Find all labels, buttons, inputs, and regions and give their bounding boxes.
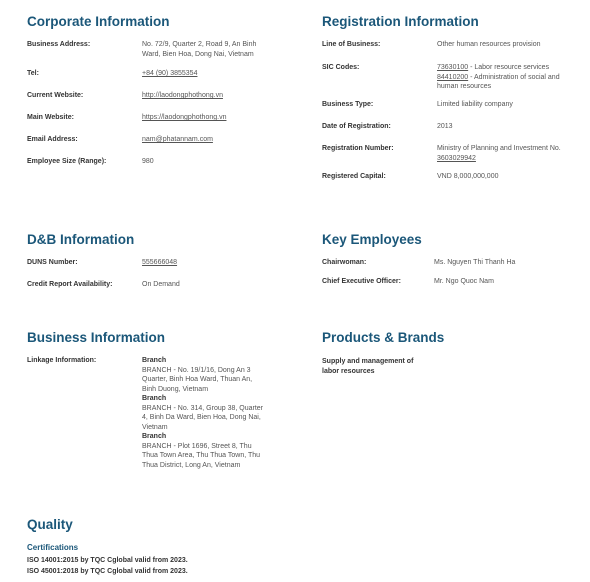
business-type-label: Business Type: — [322, 101, 374, 108]
chairwoman-label: Chairwoman: — [322, 259, 367, 266]
sic-code-link[interactable]: 73630100 — [437, 64, 469, 71]
registration-number-prefix: Ministry of Planning and Investment No. — [437, 145, 561, 152]
sic-codes-label: SIC Codes: — [322, 64, 360, 71]
branch-heading: Branch — [142, 395, 167, 402]
line-of-business-label: Line of Business: — [322, 41, 381, 48]
certifications-title: Certifications — [27, 543, 79, 552]
sic-code-item — [437, 73, 567, 92]
branch-item: BRANCH - No. 314, Group 38, Quarter 4, Binh Da Ward, Bien Hoa, Dong Nai, Vietnam — [142, 404, 263, 431]
ceo-value: Mr. Ngo Quoc Nam — [434, 278, 494, 285]
products-brands-title: Products & Brands — [322, 330, 445, 345]
email-link[interactable]: nam@phatannam.com — [142, 136, 213, 143]
duns-label: DUNS Number: — [27, 259, 78, 266]
certification-item: ISO 14001:2015 by TQC Cglobal valid from 2023. — [27, 557, 188, 564]
sic-code-link[interactable]: 84410200 — [437, 73, 469, 81]
ceo-label: Chief Executive Officer: — [322, 278, 401, 285]
sic-code-description: - Labor resource services — [468, 64, 550, 71]
business-address-label: Business Address: — [27, 41, 91, 48]
business-address-value: No. 72/9, Quarter 2, Road 9, An Binh Ward, Bien Hoa, Dong Nai, Vietnam — [142, 41, 257, 58]
sic-code-item — [437, 63, 567, 73]
quality-title: Quality — [27, 517, 73, 532]
registration-number-label: Registration Number: — [322, 145, 394, 152]
chairwoman-value: Ms. Nguyen Thi Thanh Ha — [434, 259, 516, 266]
corporate-info-title: Corporate Information — [27, 14, 170, 29]
credit-report-value: On Demand — [142, 281, 180, 288]
linkage-label: Linkage Information: — [27, 357, 97, 364]
registered-capital-value: VND 8,000,000,000 — [437, 173, 499, 180]
registration-date-label: Date of Registration: — [322, 123, 391, 130]
branch-item: BRANCH - Plot 1696, Street 8, Thu Thua Town Area, Thu Thua Town, Thu Thua District, Long An, Vietnam — [142, 442, 261, 469]
current-website-label: Current Website: — [27, 92, 84, 99]
certification-item: ISO 45001:2018 by TQC Cglobal valid from 2023. — [27, 568, 188, 575]
branch-heading: Branch — [142, 357, 167, 364]
main-website-label: Main Website: — [27, 114, 74, 121]
products-description-text: Supply and management of labor resources — [322, 358, 414, 375]
registration-number-value — [437, 144, 567, 163]
registration-date-value: 2013 — [437, 123, 453, 130]
business-info-title: Business Information — [27, 330, 166, 345]
email-label: Email Address: — [27, 136, 78, 143]
employee-size-label: Employee Size (Range): — [27, 158, 107, 165]
tel-label: Tel: — [27, 70, 39, 77]
products-description — [322, 357, 432, 376]
branch-heading: Branch — [142, 433, 167, 440]
dnb-info-title: D&B Information — [27, 232, 135, 247]
credit-report-label: Credit Report Availability: — [27, 281, 113, 288]
registration-info-title: Registration Information — [322, 14, 479, 29]
main-website-link[interactable]: https://laodongphothong.vn — [142, 114, 227, 121]
duns-link[interactable]: 555666048 — [142, 259, 178, 266]
sic-code-description: - Administration of social and human resources — [437, 73, 560, 90]
key-employees-title: Key Employees — [322, 232, 422, 247]
employee-size-value: 980 — [142, 158, 154, 165]
registration-number-link[interactable]: 3603029942 — [437, 154, 476, 162]
current-website-link[interactable]: http://laodongphothong.vn — [142, 92, 223, 99]
business-type-value: Limited liability company — [437, 101, 513, 108]
line-of-business-value: Other human resources provision — [437, 41, 541, 48]
registered-capital-label: Registered Capital: — [322, 173, 386, 180]
tel-link[interactable]: +84 (90) 3855354 — [142, 70, 198, 77]
branch-item: BRANCH - No. 19/1/16, Dong An 3 Quarter, Binh Hoa Ward, Thuan An, Binh Duong, Vietnam — [142, 366, 253, 393]
branch-list — [142, 356, 267, 470]
sic-codes-list — [437, 63, 567, 92]
